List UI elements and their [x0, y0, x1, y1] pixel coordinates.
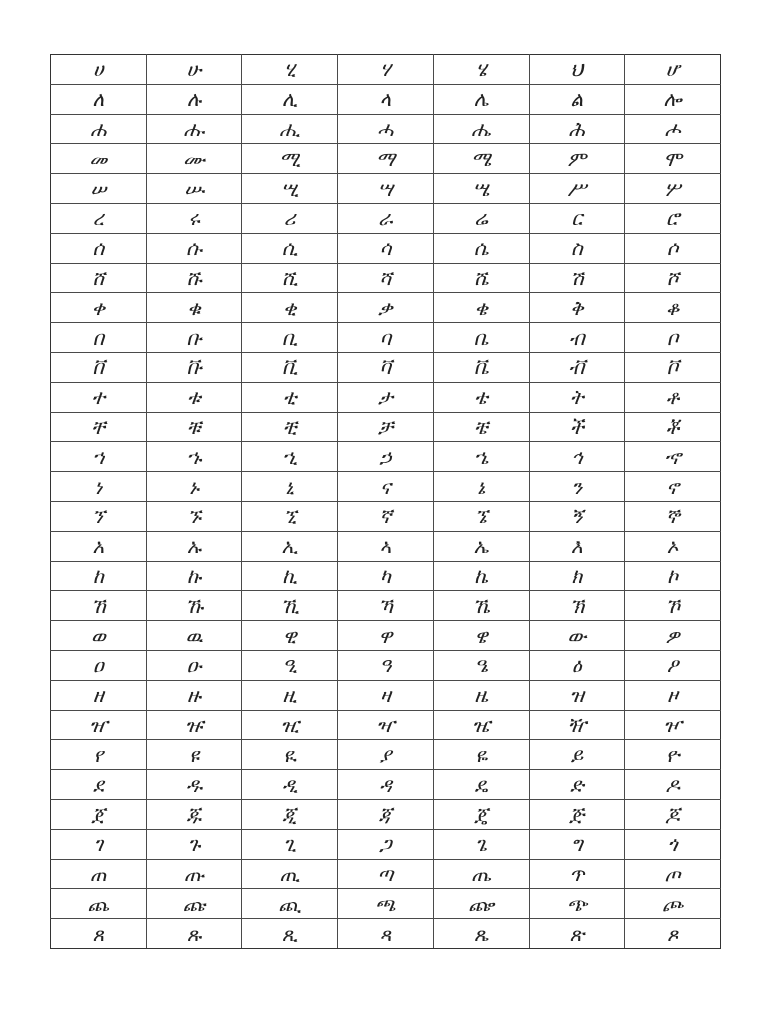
table-cell: ሌ: [433, 84, 529, 114]
table-row: [51, 442, 721, 472]
table-cell: ዪ: [242, 740, 338, 770]
table-cell: ሳ: [338, 233, 434, 263]
table-cell: ነ: [51, 472, 147, 502]
table-cell: ጃ: [338, 799, 434, 829]
table-cell: ዩ: [146, 740, 242, 770]
table-cell: ብ: [529, 323, 625, 353]
table-cell: ቄ: [433, 293, 529, 323]
table-cell: ዦ: [625, 710, 721, 740]
table-cell: ዋ: [338, 621, 434, 651]
table-cell: ካ: [338, 561, 434, 591]
table-cell: ጻ: [338, 919, 434, 949]
table-cell: ዉ: [146, 621, 242, 651]
table-cell: ሊ: [242, 84, 338, 114]
table-row: [51, 710, 721, 740]
table-cell: ሂ: [242, 55, 338, 85]
table-cell: ዠ: [51, 710, 147, 740]
table-row: [51, 799, 721, 829]
table-cell: ሐ: [51, 114, 147, 144]
table-cell: ኒ: [242, 472, 338, 502]
table-cell: ጆ: [625, 799, 721, 829]
table-cell: ከ: [51, 561, 147, 591]
table-cell: ጅ: [529, 799, 625, 829]
table-cell: ሎ: [625, 84, 721, 114]
table-cell: ጣ: [338, 859, 434, 889]
table-row: [51, 293, 721, 323]
table-cell: ና: [338, 472, 434, 502]
table-cell: ቃ: [338, 293, 434, 323]
table-cell: ዱ: [146, 770, 242, 800]
table-cell: በ: [51, 323, 147, 353]
table-cell: ጦ: [625, 859, 721, 889]
table-cell: ዲ: [242, 770, 338, 800]
table-cell: ር: [529, 203, 625, 233]
table-cell: ጽ: [529, 919, 625, 949]
table-cell: ሻ: [338, 263, 434, 293]
table-cell: ኪ: [242, 561, 338, 591]
table-cell: ዒ: [242, 650, 338, 680]
table-cell: ኀ: [51, 442, 147, 472]
table-cell: ኅ: [529, 442, 625, 472]
table-cell: ጬ: [433, 889, 529, 919]
table-cell: ሮ: [625, 203, 721, 233]
table-cell: ቼ: [433, 412, 529, 442]
table-row: [51, 561, 721, 591]
table-cell: ኬ: [433, 561, 529, 591]
table-cell: ጨ: [51, 889, 147, 919]
table-cell: ኸ: [51, 591, 147, 621]
table-cell: ጹ: [146, 919, 242, 949]
table-cell: ሢ: [242, 174, 338, 204]
table-row: [51, 859, 721, 889]
table-cell: ሕ: [529, 114, 625, 144]
table-cell: ኣ: [338, 531, 434, 561]
table-cell: ቾ: [625, 412, 721, 442]
table-cell: ዶ: [625, 770, 721, 800]
table-cell: መ: [51, 144, 147, 174]
table-cell: ሶ: [625, 233, 721, 263]
table-cell: ኤ: [433, 531, 529, 561]
table-cell: ላ: [338, 84, 434, 114]
table-cell: ዑ: [146, 650, 242, 680]
table-row: [51, 114, 721, 144]
table-cell: ሄ: [433, 55, 529, 85]
table-cell: አ: [51, 531, 147, 561]
table-cell: ቤ: [433, 323, 529, 353]
table-cell: ኃ: [338, 442, 434, 472]
table-cell: ጮ: [625, 889, 721, 919]
table-row: [51, 650, 721, 680]
table-cell: ቁ: [146, 293, 242, 323]
table-cell: ዤ: [433, 710, 529, 740]
table-cell: ሺ: [242, 263, 338, 293]
table-cell: ቶ: [625, 382, 721, 412]
table-cell: ቲ: [242, 382, 338, 412]
table-row: [51, 501, 721, 531]
table-cell: ጂ: [242, 799, 338, 829]
table-cell: ሲ: [242, 233, 338, 263]
table-cell: ጭ: [529, 889, 625, 919]
table-cell: ጠ: [51, 859, 147, 889]
table-cell: ሠ: [51, 174, 147, 204]
table-cell: ጤ: [433, 859, 529, 889]
table-cell: ሚ: [242, 144, 338, 174]
table-cell: ኡ: [146, 531, 242, 561]
table-cell: ኂ: [242, 442, 338, 472]
table-cell: ሴ: [433, 233, 529, 263]
table-cell: ሽ: [529, 263, 625, 293]
table-row: [51, 621, 721, 651]
table-cell: የ: [51, 740, 147, 770]
table-cell: ኮ: [625, 561, 721, 591]
table-cell: ኽ: [529, 591, 625, 621]
table-cell: ጎ: [625, 829, 721, 859]
table-cell: ጥ: [529, 859, 625, 889]
table-cell: ዳ: [338, 770, 434, 800]
table-row: [51, 531, 721, 561]
table-cell: ቂ: [242, 293, 338, 323]
table-cell: ዊ: [242, 621, 338, 651]
table-row: [51, 740, 721, 770]
table-cell: ራ: [338, 203, 434, 233]
table-cell: ኾ: [625, 591, 721, 621]
table-cell: ኔ: [433, 472, 529, 502]
table-cell: ዕ: [529, 650, 625, 680]
table-cell: ሙ: [146, 144, 242, 174]
table-cell: ሁ: [146, 55, 242, 85]
table-cell: ዬ: [433, 740, 529, 770]
table-cell: ዜ: [433, 680, 529, 710]
table-cell: ዎ: [625, 621, 721, 651]
table-cell: ሦ: [625, 174, 721, 204]
table-cell: ጾ: [625, 919, 721, 949]
table-cell: ዝ: [529, 680, 625, 710]
table-cell: ደ: [51, 770, 147, 800]
table-cell: ሃ: [338, 55, 434, 85]
table-cell: ኆ: [625, 442, 721, 472]
table-cell: ኻ: [338, 591, 434, 621]
table-cell: ታ: [338, 382, 434, 412]
table-cell: ዣ: [338, 710, 434, 740]
table-cell: እ: [529, 531, 625, 561]
table-row: [51, 889, 721, 919]
table-cell: ዚ: [242, 680, 338, 710]
table-cell: ቱ: [146, 382, 242, 412]
table-cell: ጺ: [242, 919, 338, 949]
table-cell: ች: [529, 412, 625, 442]
table-cell: ጁ: [146, 799, 242, 829]
table-cell: ጪ: [242, 889, 338, 919]
table-cell: ጢ: [242, 859, 338, 889]
table-cell: ሒ: [242, 114, 338, 144]
table-cell: ዘ: [51, 680, 147, 710]
table-cell: ቢ: [242, 323, 338, 353]
table-cell: ኘ: [51, 501, 147, 531]
table-cell: ቆ: [625, 293, 721, 323]
table-cell: ባ: [338, 323, 434, 353]
table-cell: ጉ: [146, 829, 242, 859]
table-cell: ሖ: [625, 114, 721, 144]
table-cell: ስ: [529, 233, 625, 263]
table-cell: ል: [529, 84, 625, 114]
table-cell: ሣ: [338, 174, 434, 204]
table-cell: ዢ: [242, 710, 338, 740]
table-row: [51, 829, 721, 859]
table-cell: ቸ: [51, 412, 147, 442]
table-cell: ሬ: [433, 203, 529, 233]
table-cell: ቬ: [433, 352, 529, 382]
table-cell: ወ: [51, 621, 147, 651]
table-cell: ኚ: [242, 501, 338, 531]
table-cell: ገ: [51, 829, 147, 859]
table-cell: ይ: [529, 740, 625, 770]
table-cell: ሡ: [146, 174, 242, 204]
table-cell: ቡ: [146, 323, 242, 353]
table-cell: ት: [529, 382, 625, 412]
table-row: [51, 382, 721, 412]
table-cell: ኩ: [146, 561, 242, 591]
table-cell: ጀ: [51, 799, 147, 829]
table-cell: ድ: [529, 770, 625, 800]
table-cell: ሹ: [146, 263, 242, 293]
table-cell: ቨ: [51, 352, 147, 382]
table-cell: ቩ: [146, 352, 242, 382]
fidel-table: [50, 54, 721, 949]
table-cell: ዌ: [433, 621, 529, 651]
table-cell: ሩ: [146, 203, 242, 233]
table-cell: ኙ: [146, 501, 242, 531]
table-cell: ቴ: [433, 382, 529, 412]
table-cell: ሓ: [338, 114, 434, 144]
table-row: [51, 144, 721, 174]
table-row: [51, 174, 721, 204]
table-cell: ተ: [51, 382, 147, 412]
table-cell: ዐ: [51, 650, 147, 680]
table-cell: ኦ: [625, 531, 721, 561]
table-cell: ሑ: [146, 114, 242, 144]
table-cell: ሉ: [146, 84, 242, 114]
table-cell: ጡ: [146, 859, 242, 889]
table-row: [51, 770, 721, 800]
table-cell: ዴ: [433, 770, 529, 800]
table-cell: ጋ: [338, 829, 434, 859]
table-row: [51, 263, 721, 293]
table-cell: ዓ: [338, 650, 434, 680]
table-cell: ጫ: [338, 889, 434, 919]
table-cell: ሆ: [625, 55, 721, 85]
table-cell: ኜ: [433, 501, 529, 531]
table-row: [51, 55, 721, 85]
table-cell: ሤ: [433, 174, 529, 204]
table-cell: ኼ: [433, 591, 529, 621]
table-row: [51, 84, 721, 114]
table-row: [51, 352, 721, 382]
table-cell: ጌ: [433, 829, 529, 859]
table-row: [51, 591, 721, 621]
table-cell: ሱ: [146, 233, 242, 263]
table-cell: ህ: [529, 55, 625, 85]
table-cell: ሪ: [242, 203, 338, 233]
table-cell: ም: [529, 144, 625, 174]
table-cell: ቫ: [338, 352, 434, 382]
table-cell: ቹ: [146, 412, 242, 442]
table-cell: ኺ: [242, 591, 338, 621]
table-cell: ኛ: [338, 501, 434, 531]
fidel-table-body: [51, 55, 721, 949]
table-cell: ቪ: [242, 352, 338, 382]
table-cell: ሥ: [529, 174, 625, 204]
table-cell: ክ: [529, 561, 625, 591]
table-cell: ጄ: [433, 799, 529, 829]
table-cell: ው: [529, 621, 625, 651]
table-cell: ቻ: [338, 412, 434, 442]
table-cell: ሰ: [51, 233, 147, 263]
table-cell: ን: [529, 472, 625, 502]
table-cell: ዖ: [625, 650, 721, 680]
table-cell: ቮ: [625, 352, 721, 382]
table-cell: ቀ: [51, 293, 147, 323]
table-cell: ሾ: [625, 263, 721, 293]
table-cell: ኞ: [625, 501, 721, 531]
table-cell: ጼ: [433, 919, 529, 949]
table-cell: ዥ: [529, 710, 625, 740]
table-row: [51, 323, 721, 353]
table-cell: ጩ: [146, 889, 242, 919]
table-row: [51, 412, 721, 442]
table-row: [51, 680, 721, 710]
table-cell: ግ: [529, 829, 625, 859]
table-cell: ዞ: [625, 680, 721, 710]
table-cell: ቅ: [529, 293, 625, 323]
table-cell: ዮ: [625, 740, 721, 770]
table-row: [51, 203, 721, 233]
table-cell: ኄ: [433, 442, 529, 472]
table-cell: ኑ: [146, 472, 242, 502]
table-cell: ዡ: [146, 710, 242, 740]
table-cell: ማ: [338, 144, 434, 174]
table-cell: ሀ: [51, 55, 147, 85]
table-cell: ጊ: [242, 829, 338, 859]
table-cell: ኢ: [242, 531, 338, 561]
table-cell: ኁ: [146, 442, 242, 472]
table-cell: ኖ: [625, 472, 721, 502]
table-row: [51, 472, 721, 502]
table-cell: ዔ: [433, 650, 529, 680]
table-cell: ሼ: [433, 263, 529, 293]
table-cell: ለ: [51, 84, 147, 114]
table-cell: ያ: [338, 740, 434, 770]
table-row: [51, 919, 721, 949]
table-cell: ኹ: [146, 591, 242, 621]
table-cell: ሔ: [433, 114, 529, 144]
table-cell: ኝ: [529, 501, 625, 531]
table-cell: ቺ: [242, 412, 338, 442]
table-cell: ዛ: [338, 680, 434, 710]
table-cell: ረ: [51, 203, 147, 233]
table-cell: ጸ: [51, 919, 147, 949]
table-cell: ሞ: [625, 144, 721, 174]
table-cell: ቭ: [529, 352, 625, 382]
table-row: [51, 233, 721, 263]
table-cell: ሸ: [51, 263, 147, 293]
table-cell: ሜ: [433, 144, 529, 174]
table-cell: ቦ: [625, 323, 721, 353]
table-cell: ዙ: [146, 680, 242, 710]
